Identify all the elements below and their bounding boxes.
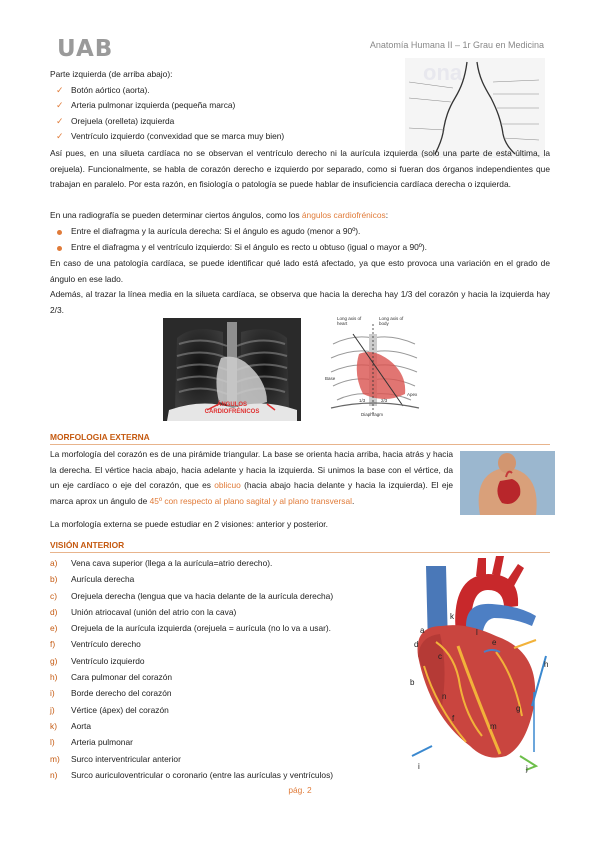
heart-label-h: h xyxy=(544,660,549,669)
heart-label-c: c xyxy=(438,652,442,661)
heart-axis-diagram xyxy=(323,314,426,421)
angles-list xyxy=(50,224,550,255)
list-item: n) Surco auriculoventricular o coronario (entre las aurículas y ventrículos) xyxy=(50,769,334,780)
list-item: i) Borde derecho del corazón xyxy=(50,688,172,699)
list-item: k) Aorta xyxy=(50,720,92,731)
paragraph-patologia: En caso de una patología cardíaca, se puede identificar qué lado está afectado, ya que esto provoca una variación en el grado de ángulo en ese lado. xyxy=(50,258,550,284)
xray-label: ÁNGULOS CARDIOFRÉNICOS xyxy=(204,402,260,415)
section-morfologia-externa: MORFOLOGIA EXTERNA xyxy=(50,432,550,445)
heart-label-f: f xyxy=(452,714,455,723)
bullet-icon xyxy=(57,230,62,235)
list-item: Entre el diafragma y el ventrículo izquierdo: Si el ángulo es recto u obtuso (igual o mayor a 90º). xyxy=(50,240,550,256)
section-vision-anterior: VISIÓN ANTERIOR xyxy=(50,540,550,553)
chest-heart-photo xyxy=(460,451,555,515)
list-item: Entre el diafragma y la aurícula derecha: Si el ángulo es agudo (menor a 90º). xyxy=(50,224,550,240)
paragraph-silueta: Así pues, en una silueta cardíaca no se observan el ventrículo derecho ni la aurícula izquierda (solo una parte de esta última, la orejuela). Funcionalmente, se habla de corazón derecho e izquierdo por separado, como si fueran dos órganos independientes que trabajan en paralelo. Por esta razón, en fisiología o patología se puede hablar de insuficiencia cardíaca derecha o izquierda. xyxy=(50,148,550,190)
highlight-angle: 45º con respecto al plano sagital y al plano transversal xyxy=(149,495,352,506)
highlight-angulos: ángulos cardiofrénicos xyxy=(301,210,386,220)
list-item: c) Orejuela derecha (lengua que va hacia delante de la aurícula derecha) xyxy=(50,590,334,601)
list-item: e) Orejuela de la aurícula izquierda (orejuela = aurícula (no lo va a usar). xyxy=(50,623,332,634)
check-icon: ✓ xyxy=(56,115,64,126)
course-title: Anatomía Humana II – 1r Grau en Medicina xyxy=(369,40,544,50)
heart-label-j: j xyxy=(526,764,528,773)
list-item: h) Cara pulmonar del corazón xyxy=(50,672,173,683)
list-item: ✓ Ventrículo izquierdo (convexidad que se marca muy bien) xyxy=(50,129,395,145)
heart-label-i: i xyxy=(418,762,420,771)
svg-text:ona: ona xyxy=(423,60,463,85)
label-body-axis: Long axis of body xyxy=(379,316,404,326)
label-base: Base xyxy=(325,376,336,381)
label-third-left: 1/3 xyxy=(359,398,366,403)
list-item: m) Surco interventricular anterior xyxy=(50,753,181,764)
paragraph-morfologia: La morfología del corazón es de una pirámide triangular. La base se orienta hacia arriba, hacia atrás y hacia la derecha. El vértice hacia abajo, hacia adelante y hacia la izquierda. Si unimos la base con el vértice, da un eje cardíaco o eje del corazón, que es oblicuo (hacia abajo hacia delante y hacia la izquierda). El eje marca aprox un ángulo de 45º con respecto al plano sagital y al plano transversal. xyxy=(50,449,453,506)
list-item: d) Unión atriocaval (unión del atrio con la cava) xyxy=(50,606,237,617)
list-item: a) Vena cava superior (llega a la aurícula=atrio derecho). xyxy=(50,558,273,568)
uab-logo: UAB xyxy=(57,36,114,62)
paragraph-radiografia: En una radiografía se pueden determinar ciertos ángulos, como los ángulos cardiofrénicos: xyxy=(50,210,389,220)
label-apex: Apex xyxy=(407,392,418,397)
heart-label-b: b xyxy=(410,678,415,687)
heart-label-n: n xyxy=(442,692,447,701)
silhouette-diagram xyxy=(405,58,545,158)
paragraph-visiones: La morfología externa se puede estudiar en 2 visiones: anterior y posterior. xyxy=(50,519,328,529)
check-icon: ✓ xyxy=(56,100,64,111)
heart-label-k: k xyxy=(450,612,454,621)
list-item: f) Ventrículo derecho xyxy=(50,639,141,650)
left-side-list xyxy=(50,83,395,145)
heart-label-d: d xyxy=(414,640,419,649)
heart-label-a: a xyxy=(420,626,425,635)
list-item: g) Ventrículo izquierdo xyxy=(50,655,145,666)
list-item: ✓ Arteria pulmonar izquierda (pequeña marca) xyxy=(50,98,395,114)
heart-anatomy-illustration xyxy=(396,556,556,778)
label-diaphragm: Diaphragm xyxy=(361,412,384,417)
check-icon: ✓ xyxy=(56,84,64,95)
highlight-oblicuo: oblicuo xyxy=(214,480,241,491)
list-item: j) Vértice (ápex) del corazón xyxy=(50,704,169,715)
label-third-right: 2/3 xyxy=(381,398,388,403)
label-heart-axis: Long axis of heart xyxy=(337,316,362,326)
heart-label-g: g xyxy=(516,704,521,713)
xray-image xyxy=(163,318,301,421)
list-item: b) Aurícula derecha xyxy=(50,574,135,585)
list-item: ✓ Orejuela (orelleta) izquierda xyxy=(50,114,395,130)
left-side-title: Parte izquierda (de arriba abajo): xyxy=(50,69,173,79)
page-number: pág. 2 xyxy=(288,785,312,795)
list-item: ✓ Botón aórtico (aorta). xyxy=(50,83,395,99)
heart-label-m: m xyxy=(490,722,497,731)
check-icon: ✓ xyxy=(56,131,64,142)
anterior-list xyxy=(50,555,380,783)
bullet-icon xyxy=(57,246,62,251)
heart-label-e: e xyxy=(492,638,497,647)
paragraph-linea-media: Además, al trazar la línea media en la silueta cardíaca, se observa que hacia la derecha hay 1/3 del corazón y hacia la izquierda hay 2/3. xyxy=(50,289,550,315)
left-side-block xyxy=(50,67,395,145)
list-item: l) Arteria pulmonar xyxy=(50,737,133,748)
heart-label-l: l xyxy=(476,628,478,637)
